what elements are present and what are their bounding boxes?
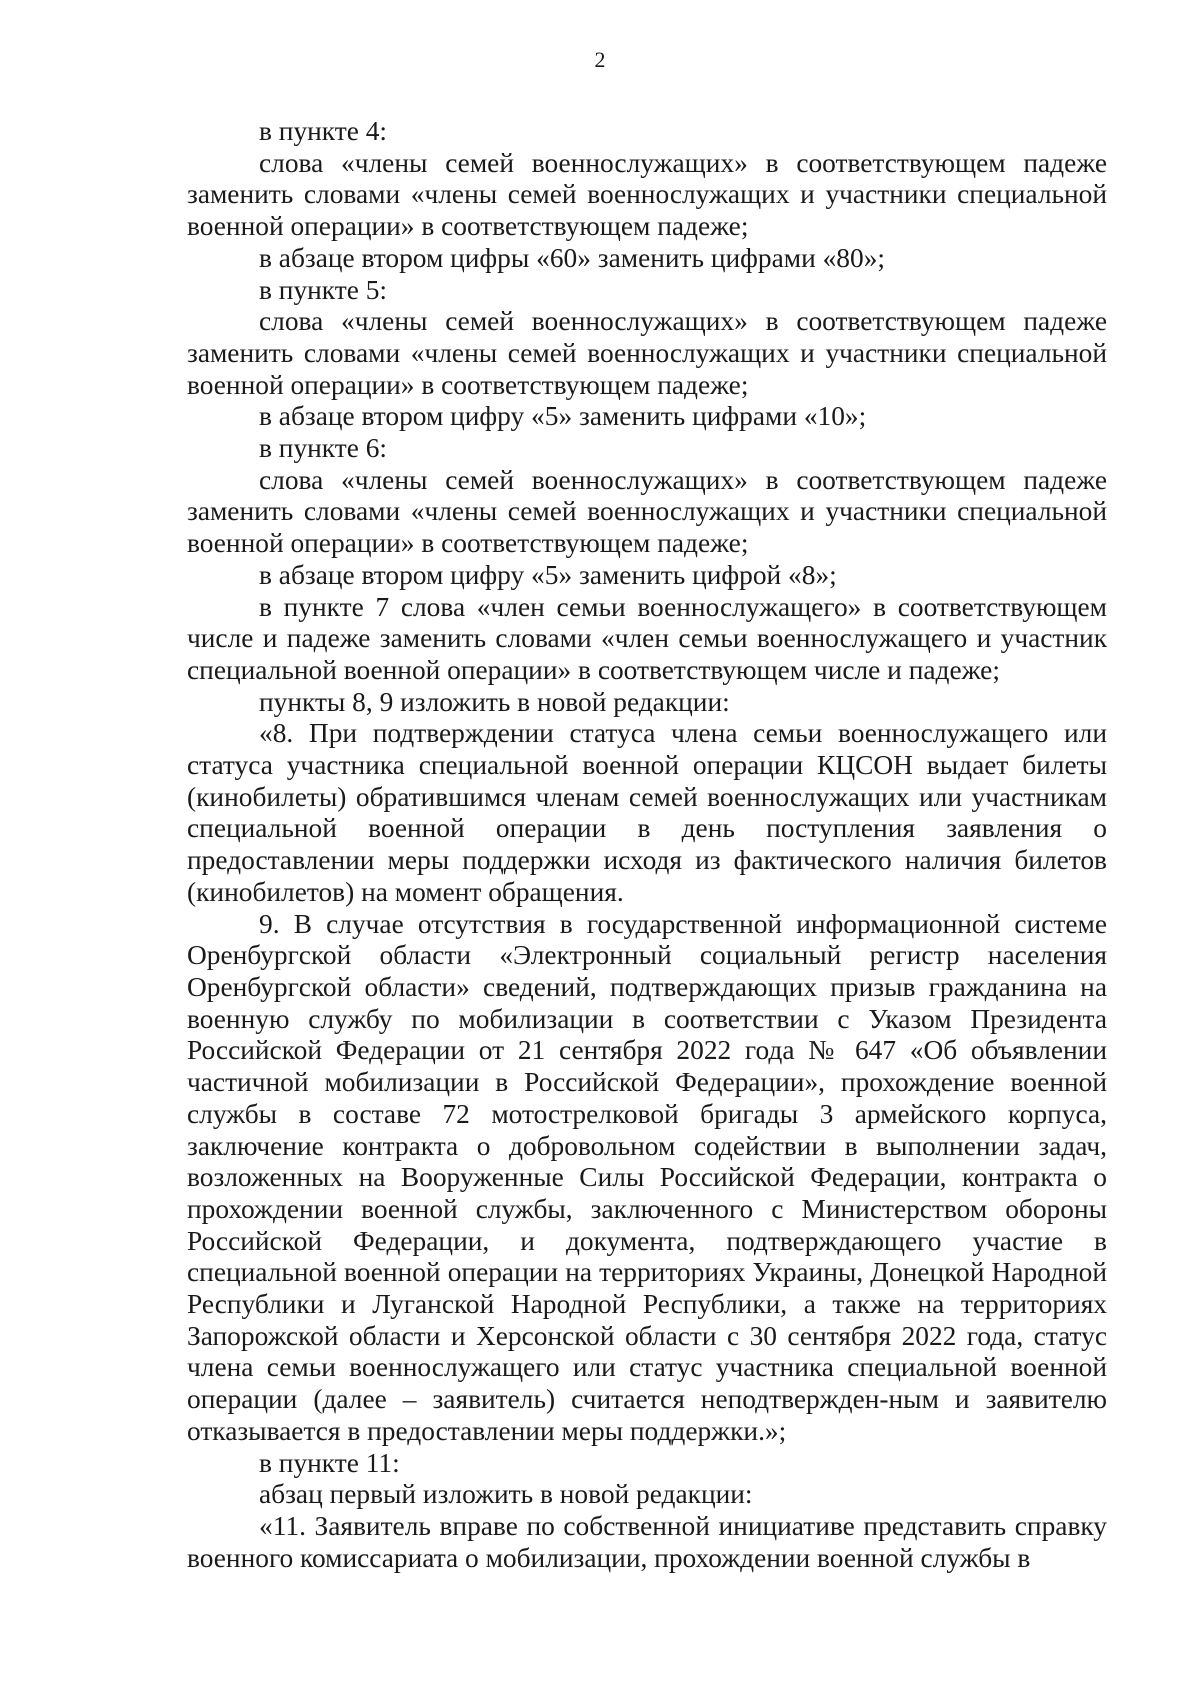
paragraph-point-4-digits: в абзаце втором цифры «60» заменить цифрами «80»;	[259, 242, 885, 273]
paragraph-point-5-words: слова «члены семей военнослужащих» в соответствующем падеже заменить словами «члены семей военнослужащих и участники специальной военной операции» в соответствующем падеже;	[187, 306, 1107, 400]
paragraph-point-6-words: слова «члены семей военнослужащих» в соответствующем падеже заменить словами «члены семей военнослужащих и участники специальной военной операции» в соответствующем падеже;	[187, 464, 1107, 559]
paragraph-point-9-text: 9. В случае отсутствия в государственной информационной системе Оренбургской области «Электронный социальный регистр населения Оренбургской области» сведений, подтверждающих призыв гражданина на военную службу по мобилизации в соответствии с Указом Президента Российской Федерации от 21 сентября 2022 года № 647 «Об объявлении частичной мобилизации в Российской Федерации», прохождение военной службы в составе 72 мотострелковой бригады 3 армейского корпуса, заключение контракта о добровольном содействии в выполнении задач, возложенных на Вооруженные Силы Российской Федерации, контракта о прохождении военной службы, заключенного с Министерством обороны Российской Федерации, и документа, подтверждающего участие в специальной военной операции на территориях Украины, Донецкой Народной Республики и Луганской Народной Республики, а также на территориях Запорожской области и Херсонской области с 30 сентября 2022 года, статус члена семьи военнослужащего или статус участника специальной военной операции (далее – заявитель) считается неподтвержден-ным и заявителю отказывается в предоставлении меры поддержки.»;	[187, 908, 1107, 1446]
paragraph-points-8-9-intro: пункты 8, 9 изложить в новой редакции:	[259, 686, 730, 717]
document-body	[187, 116, 1107, 1574]
paragraph-point-5-heading: в пункте 5:	[259, 274, 388, 305]
paragraph-point-4-words: слова «члены семей военнослужащих» в соответствующем падеже заменить словами «члены семей военнослужащих и участники специальной военной операции» в соответствующем падеже;	[187, 147, 1107, 242]
paragraph-point-6-heading: в пункте 6:	[259, 433, 388, 464]
paragraph-point-5-digits: в абзаце втором цифру «5» заменить цифрами «10»;	[259, 401, 867, 432]
paragraph-point-6-digits: в абзаце втором цифру «5» заменить цифрой «8»;	[259, 559, 837, 590]
paragraph-point-7: в пункте 7 слова «член семьи военнослужащего» в соответствующем числе и падеже заменить словами «член семьи военнослужащего и участник специальной военной операции» в соответствующем числе и падеже;	[187, 591, 1107, 685]
paragraph-point-8-text: «8. При подтверждении статуса члена семьи военнослужащего или статуса участника специальной военной операции КЦСОН выдает билеты (кинобилеты) обратившимся членам семей военнослужащих или участникам специальной военной операции в день поступления заявления о предоставлении меры поддержки исходя из фактического наличия билетов (кинобилетов) на момент обращения.	[187, 718, 1107, 907]
paragraph-point-11-heading: в пункте 11:	[259, 1447, 400, 1478]
paragraph-point-11-intro: абзац первый изложить в новой редакции:	[259, 1479, 753, 1510]
paragraph-point-11-text: «11. Заявитель вправе по собственной инициативе представить справку военного комиссариата о мобилизации, прохождении военной службы в	[187, 1510, 1107, 1573]
paragraph-point-4-heading: в пункте 4:	[259, 116, 388, 146]
page-number: 2	[594, 47, 606, 72]
